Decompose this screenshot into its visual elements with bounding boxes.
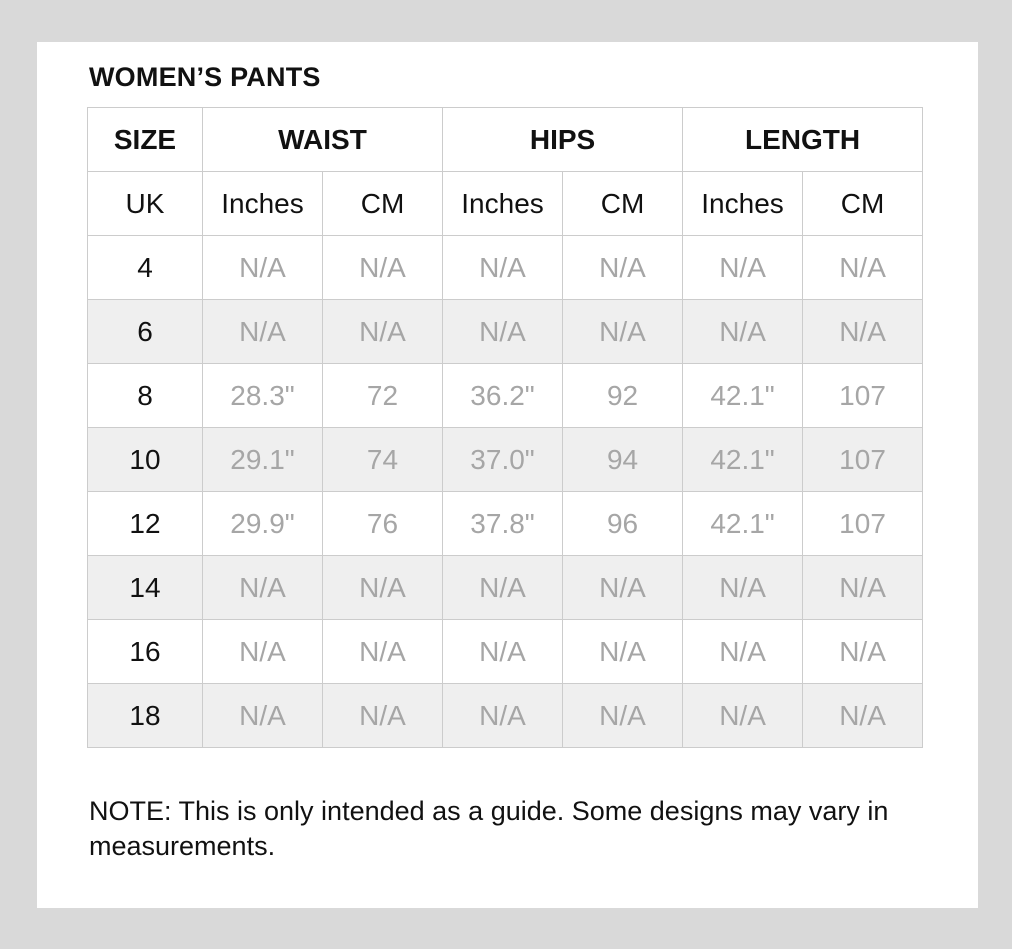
hips-inches-cell: N/A — [443, 684, 563, 748]
hips-header: HIPS — [443, 108, 683, 172]
waist-inches-cell: 29.9" — [203, 492, 323, 556]
hips-cm-cell: N/A — [563, 236, 683, 300]
hips-cm-cell: N/A — [563, 556, 683, 620]
length-cm-cell: 107 — [803, 364, 923, 428]
length-inches-cell: 42.1" — [683, 492, 803, 556]
table-row — [88, 428, 923, 492]
hips-cm-cell: 96 — [563, 492, 683, 556]
length-inches-cell: N/A — [683, 236, 803, 300]
size-chart-table — [87, 107, 923, 748]
hips-inches-cell: 37.8" — [443, 492, 563, 556]
waist-header: WAIST — [203, 108, 443, 172]
table-row — [88, 364, 923, 428]
waist-inches-cell: N/A — [203, 300, 323, 364]
waist-inches-cell: N/A — [203, 684, 323, 748]
subheader-waist-cm: CM — [323, 172, 443, 236]
waist-inches-cell: 28.3" — [203, 364, 323, 428]
waist-cm-cell: N/A — [323, 236, 443, 300]
subheader-row — [88, 172, 923, 236]
length-inches-cell: N/A — [683, 620, 803, 684]
size-cell: 12 — [88, 492, 203, 556]
size-cell: 4 — [88, 236, 203, 300]
length-cm-cell: N/A — [803, 620, 923, 684]
table-row — [88, 492, 923, 556]
hips-inches-cell: N/A — [443, 236, 563, 300]
subheader-hips-cm: CM — [563, 172, 683, 236]
subheader-hips-inches: Inches — [443, 172, 563, 236]
hips-inches-cell: N/A — [443, 556, 563, 620]
waist-inches-cell: 29.1" — [203, 428, 323, 492]
size-cell: 10 — [88, 428, 203, 492]
length-cm-cell: N/A — [803, 236, 923, 300]
subheader-waist-inches: Inches — [203, 172, 323, 236]
waist-cm-cell: N/A — [323, 620, 443, 684]
size-cell: 16 — [88, 620, 203, 684]
table-row — [88, 620, 923, 684]
size-guide-card — [37, 42, 978, 908]
size-cell: 14 — [88, 556, 203, 620]
length-cm-cell: N/A — [803, 556, 923, 620]
size-header: SIZE — [88, 108, 203, 172]
table-row — [88, 236, 923, 300]
waist-inches-cell: N/A — [203, 236, 323, 300]
length-inches-cell: 42.1" — [683, 428, 803, 492]
length-cm-cell: 107 — [803, 492, 923, 556]
subheader-length-cm: CM — [803, 172, 923, 236]
waist-cm-cell: N/A — [323, 556, 443, 620]
hips-inches-cell: 36.2" — [443, 364, 563, 428]
subheader-uk: UK — [88, 172, 203, 236]
hips-cm-cell: N/A — [563, 620, 683, 684]
waist-cm-cell: 74 — [323, 428, 443, 492]
size-cell: 8 — [88, 364, 203, 428]
header-row — [88, 108, 923, 172]
size-cell: 6 — [88, 300, 203, 364]
hips-inches-cell: N/A — [443, 620, 563, 684]
hips-inches-cell: 37.0" — [443, 428, 563, 492]
hips-cm-cell: N/A — [563, 300, 683, 364]
waist-cm-cell: 76 — [323, 492, 443, 556]
length-cm-cell: N/A — [803, 300, 923, 364]
length-cm-cell: 107 — [803, 428, 923, 492]
length-inches-cell: N/A — [683, 556, 803, 620]
hips-cm-cell: 94 — [563, 428, 683, 492]
waist-inches-cell: N/A — [203, 620, 323, 684]
table-row — [88, 556, 923, 620]
length-inches-cell: N/A — [683, 684, 803, 748]
hips-cm-cell: 92 — [563, 364, 683, 428]
length-cm-cell: N/A — [803, 684, 923, 748]
page-title: WOMEN’S PANTS — [89, 62, 321, 92]
subheader-length-inches: Inches — [683, 172, 803, 236]
hips-cm-cell: N/A — [563, 684, 683, 748]
hips-inches-cell: N/A — [443, 300, 563, 364]
guide-note: NOTE: This is only intended as a guide. Some designs may vary in measurements. — [89, 796, 889, 861]
waist-cm-cell: N/A — [323, 300, 443, 364]
length-inches-cell: N/A — [683, 300, 803, 364]
waist-inches-cell: N/A — [203, 556, 323, 620]
table-row — [88, 684, 923, 748]
size-cell: 18 — [88, 684, 203, 748]
length-header: LENGTH — [683, 108, 923, 172]
table-row — [88, 300, 923, 364]
length-inches-cell: 42.1" — [683, 364, 803, 428]
waist-cm-cell: N/A — [323, 684, 443, 748]
waist-cm-cell: 72 — [323, 364, 443, 428]
